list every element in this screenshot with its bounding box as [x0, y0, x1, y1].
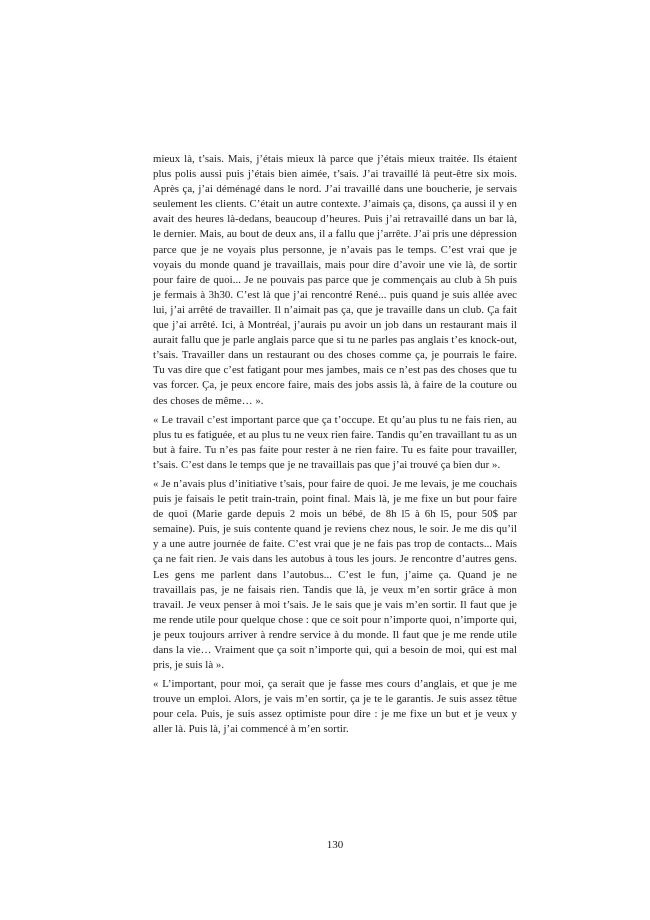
paragraph-3: « Je n’avais plus d’initiative t’sais, pour faire de quoi. Je me levais, je me couchais puis je faisais le petit train-train, point final. Mais là, je me fixe un but pour faire de quoi (Marie garde depuis 2 mois un bébé, de 8h l5 à 6h l5, pour 50$ par semaine). Puis, je suis contente quand je reviens chez nous, le soir. Je me dis qu’il y a une autre journée de faite. C’est vrai que je ne fais pas trop de contacts... Mais ça ne fait rien. Je vais dans les autobus à tous les jours. Je rencontre d’autres gens. Les gens me parlent dans l’autobus... C’est le fun, j’aime ça. Quand je ne travaillais pas, je ne faisais rien. Tandis que là, je veux m’en sortir grâce à mon travail. Je veux penser à moi t’sais. Je le sais que je vais m’en sortir. Il faut que je me rende utile pour quelque chose : que ce soit pour n’importe quoi, n’importe qui, je peux toujours arriver à rendre service à du monde. Il faut que je me rende utile dans la vie… Vraiment que ça soit n’importe qui, qui a besoin de moi, qui est mal pris, je suis là ».: [153, 477, 517, 672]
text-block: [153, 152, 517, 738]
paragraph-2: « Le travail c’est important parce que ça t’occupe. Et qu’au plus tu ne fais rien, au plus tu es fatiguée, et au plus tu ne veux rien faire. Tandis qu’en travaillant tu as un but à faire. Tu n’es pas faite pour rester à ne rien faire. Tu es faite pour travailler, t’sais. C’est dans le temps que je ne travaillais pas que j’ai trouvé ça bien dur ».: [153, 413, 517, 471]
page-number: 130: [326, 839, 344, 851]
paragraph-4: « L’important, pour moi, ça serait que je fasse mes cours d’anglais, et que je me trouve un emploi. Alors, je vais m’en sortir, ça je te le garantis. Je suis assez têtue pour cela. Puis, je suis assez optimiste pour dire : je me fixe un but et je veux y aller là. Puis là, j’ai commencé à m’en sortir.: [153, 678, 517, 736]
paragraph-1: mieux là, t’sais. Mais, j’étais mieux là parce que j’étais mieux traitée. Ils étaient plus polis aussi puis j’étais bien aimée, t’sais. J’ai travaillé là peut-être six mois. Après ça, j’ai déménagé dans le nord. J’ai travaillé dans une boucherie, je servais seulement les clients. C’était un autre contexte. J’aimais ça, disons, ça aussi il y en avait des heures là-dedans, beaucoup d’heures. Puis j’ai retravaillé dans un bar là, le dernier. Mais, au bout de deux ans, il a fallu que j’arrête. J’ai pris une dépression parce que je ne voyais plus personne, je n’avais pas le temps. C’est vrai que je voyais du monde quand je travaillais, mais pour dire d’avoir une vie là, de sortir pour faire de quoi... Je ne pouvais pas parce que je commençais au club à 5h puis je fermais à 3h30. C’est là que j’ai rencontré René... puis quand je suis allée avec lui, j’ai arrêté de travailler. Il n’aimait pas ça, que je travaille dans un club. Ça fait que j’ai arrêté. Ici, à Montréal, j’aurais pu avoir un job dans un restaurant mais il aurait fallu que je parle anglais parce que si tu ne parles pas anglais t’es knock-out, t’sais. Travailler dans un restaurant ou des choses comme ça, je pourrais le faire. Tu vas dire que c’est fatigant pour mes jambes, mais ce n’est pas des choses que tu vas forcer. Ça, je peux encore faire, mais des jobs assis là, à faire de la couture ou des choses de même… ».: [153, 153, 517, 407]
